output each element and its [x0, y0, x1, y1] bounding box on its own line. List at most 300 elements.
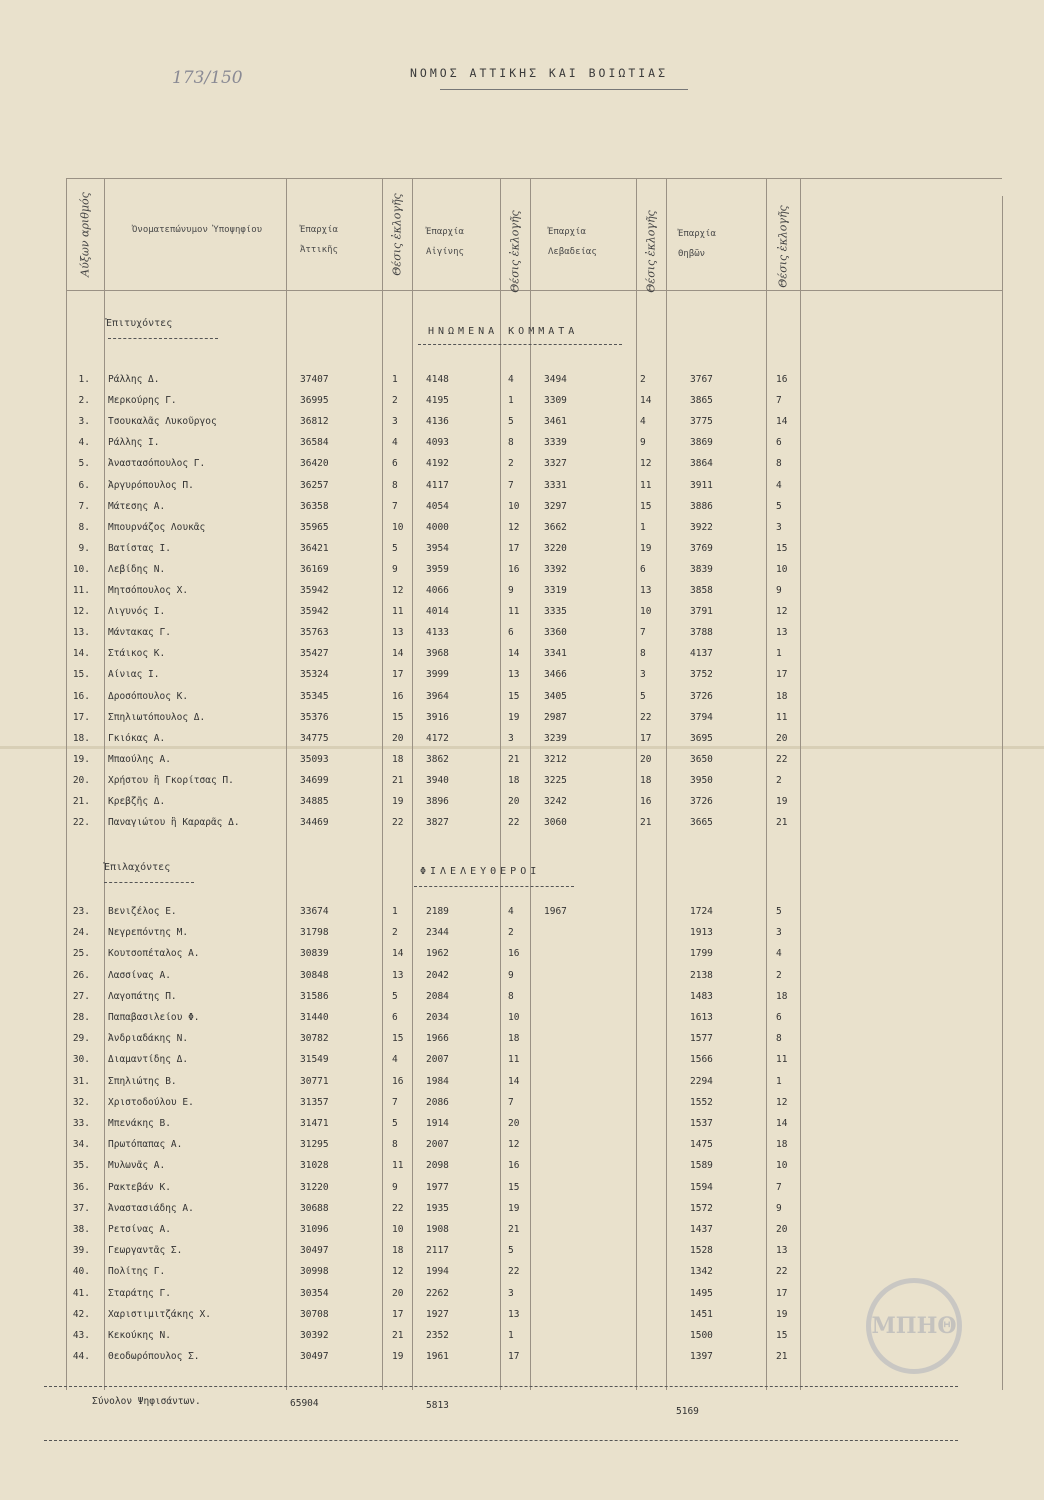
cell-rg: 4: [508, 374, 514, 385]
cell-rg: 9: [508, 969, 514, 981]
section-underline: [108, 338, 218, 339]
cell-n: 29.: [72, 1033, 90, 1045]
cell-attiki: 37407: [300, 374, 329, 385]
cell-rl: 12: [640, 458, 652, 470]
cell-levadeia: 3335: [544, 606, 567, 618]
cell-rg: 5: [508, 416, 514, 428]
cell-levadeia: 3220: [544, 542, 567, 554]
cell-rl: 8: [640, 648, 646, 660]
cell-thiva: 1495: [690, 1287, 713, 1299]
cell-rt: 1: [776, 1075, 782, 1087]
cell-rg: 8: [508, 437, 514, 449]
cell-aigina: 1977: [426, 1181, 449, 1193]
cell-thiva: 3869: [690, 437, 713, 449]
cell-name: Ἀναστασόπουλος Γ.: [108, 458, 206, 470]
cell-ra: 6: [392, 458, 398, 470]
cell-name: Μπενάκης Β.: [108, 1118, 171, 1129]
cell-rt: 13: [776, 1245, 788, 1257]
cell-aigina: 1961: [426, 1351, 449, 1363]
cell-name: Μερκούρης Γ.: [108, 395, 177, 407]
total-thiva: 5169: [676, 1406, 699, 1417]
cell-ra: 13: [392, 969, 404, 981]
cell-thiva: 3950: [690, 774, 713, 786]
cell-aigina: 2098: [426, 1160, 449, 1172]
cell-rt: 21: [776, 1351, 788, 1363]
cell-rl: 2: [640, 374, 646, 385]
cell-n: 11.: [72, 585, 90, 596]
cell-ra: 11: [392, 606, 404, 618]
cell-name: Ἀργυρόπουλος Π.: [108, 479, 194, 491]
cell-name: Λαγοπάτης Π.: [108, 990, 177, 1002]
cell-thiva: 3858: [690, 585, 713, 596]
column-divider: [800, 178, 801, 1390]
cell-attiki: 30392: [300, 1330, 329, 1341]
cell-thiva: 3922: [690, 521, 713, 533]
cell-aigina: 3896: [426, 796, 449, 807]
cell-rg: 1: [508, 1330, 514, 1341]
cell-rg: 21: [508, 1224, 520, 1235]
cell-thiva: 3865: [690, 395, 713, 407]
cell-thiva: 1552: [690, 1096, 713, 1108]
cell-rt: 9: [776, 1202, 782, 1214]
cell-attiki: 34699: [300, 774, 329, 786]
cell-aigina: 1914: [426, 1118, 449, 1129]
cell-ra: 3: [392, 416, 398, 428]
cell-rg: 19: [508, 711, 520, 723]
cell-rl: 17: [640, 732, 652, 744]
cell-aigina: 1994: [426, 1266, 449, 1278]
cell-rg: 20: [508, 796, 520, 807]
cell-ra: 5: [392, 542, 398, 554]
cell-ra: 19: [392, 796, 404, 807]
cell-n: 6.: [78, 479, 90, 491]
cell-ra: 10: [392, 1224, 404, 1235]
cell-name: Ρετσίνας Α.: [108, 1224, 171, 1235]
cell-ra: 17: [392, 1308, 404, 1320]
cell-aigina: 4014: [426, 606, 449, 618]
cell-attiki: 30839: [300, 948, 329, 960]
cell-name: Στάικος Κ.: [108, 648, 166, 660]
cell-rl: 10: [640, 606, 652, 618]
cell-aigina: 4000: [426, 521, 449, 533]
cell-ra: 5: [392, 1118, 398, 1129]
cell-attiki: 30848: [300, 969, 329, 981]
cell-n: 1.: [78, 374, 90, 385]
cell-aigina: 2084: [426, 990, 449, 1002]
cell-n: 38.: [72, 1224, 90, 1235]
archive-stamp: [866, 1278, 962, 1374]
cell-ra: 12: [392, 1266, 404, 1278]
cell-aigina: 4195: [426, 395, 449, 407]
section-elected: Ἐπιτυχόντες: [106, 318, 173, 329]
cell-attiki: 36421: [300, 542, 329, 554]
cell-name: Βενιζέλος Ε.: [108, 906, 177, 917]
cell-thiva: 3788: [690, 627, 713, 639]
cell-levadeia: 3212: [544, 753, 567, 765]
cell-n: 27.: [72, 990, 90, 1002]
cell-n: 30.: [72, 1054, 90, 1066]
cell-aigina: 4117: [426, 479, 449, 491]
cell-name: Τσουκαλᾶς Λυκοῦργος: [108, 416, 217, 428]
cell-n: 36.: [72, 1181, 90, 1193]
cell-rt: 9: [776, 585, 782, 596]
cell-thiva: 1566: [690, 1054, 713, 1066]
cell-rg: 7: [508, 479, 514, 491]
cell-ra: 7: [392, 500, 398, 512]
cell-levadeia: 2987: [544, 711, 567, 723]
cell-rl: 7: [640, 627, 646, 639]
cell-ra: 15: [392, 1033, 404, 1045]
cell-levadeia: 3461: [544, 416, 567, 428]
cell-rt: 19: [776, 1308, 788, 1320]
column-divider: [636, 178, 637, 1390]
cell-rg: 21: [508, 753, 520, 765]
cell-thiva: 3886: [690, 500, 713, 512]
header-attiki: Ἐπαρχία Ἀττικῆς: [300, 225, 338, 255]
cell-name: Ράλλης Δ.: [108, 374, 160, 385]
cell-rg: 17: [508, 1351, 520, 1363]
header-rank-levadeia: Θέσις ἐκλογῆς: [644, 210, 658, 293]
cell-ra: 22: [392, 1202, 404, 1214]
cell-attiki: 35427: [300, 648, 329, 660]
cell-thiva: 1613: [690, 1012, 713, 1023]
cell-rt: 21: [776, 817, 788, 829]
cell-name: Κεκούκης Ν.: [108, 1330, 171, 1341]
cell-rt: 4: [776, 948, 782, 960]
cell-n: 42.: [72, 1308, 90, 1320]
cell-thiva: 1577: [690, 1033, 713, 1045]
cell-thiva: 3791: [690, 606, 713, 618]
cell-attiki: 30497: [300, 1351, 329, 1363]
cell-rt: 11: [776, 711, 788, 723]
cell-aigina: 4093: [426, 437, 449, 449]
cell-attiki: 36169: [300, 563, 329, 575]
cell-ra: 22: [392, 817, 404, 829]
cell-aigina: 4133: [426, 627, 449, 639]
cell-n: 20.: [72, 774, 90, 786]
cell-attiki: 36358: [300, 500, 329, 512]
cell-name: Λασσίνας Α.: [108, 969, 171, 981]
cell-rg: 20: [508, 1118, 520, 1129]
column-divider: [1002, 196, 1003, 1390]
cell-thiva: 3794: [690, 711, 713, 723]
cell-thiva: 1451: [690, 1308, 713, 1320]
cell-aigina: 4066: [426, 585, 449, 596]
cell-ra: 8: [392, 479, 398, 491]
column-divider: [286, 178, 287, 1390]
cell-thiva: 1342: [690, 1266, 713, 1278]
cell-name: Αίνιας Ι.: [108, 669, 160, 681]
cell-thiva: 1799: [690, 948, 713, 960]
cell-rl: 16: [640, 796, 652, 807]
cell-aigina: 3954: [426, 542, 449, 554]
cell-aigina: 1966: [426, 1033, 449, 1045]
cell-aigina: 1962: [426, 948, 449, 960]
cell-thiva: 1537: [690, 1118, 713, 1129]
cell-ra: 20: [392, 1287, 404, 1299]
cell-n: 7.: [78, 500, 90, 512]
cell-aigina: 2034: [426, 1012, 449, 1023]
cell-aigina: 3862: [426, 753, 449, 765]
cell-thiva: 3864: [690, 458, 713, 470]
total-aigina: 5813: [426, 1400, 449, 1411]
cell-attiki: 31295: [300, 1139, 329, 1151]
cell-attiki: 30354: [300, 1287, 329, 1299]
cell-attiki: 30771: [300, 1075, 329, 1087]
cell-attiki: 30708: [300, 1308, 329, 1320]
cell-thiva: 1397: [690, 1351, 713, 1363]
cell-levadeia: 3494: [544, 374, 567, 385]
cell-attiki: 35376: [300, 711, 329, 723]
totals-top-rule: [44, 1386, 958, 1387]
cell-thiva: 3839: [690, 563, 713, 575]
cell-rg: 18: [508, 1033, 520, 1045]
cell-attiki: 34775: [300, 732, 329, 744]
archive-note: 173/150: [172, 68, 243, 88]
cell-n: 32.: [72, 1096, 90, 1108]
cell-rt: 10: [776, 563, 788, 575]
cell-rt: 15: [776, 1330, 788, 1341]
total-attiki: 65904: [290, 1398, 319, 1409]
cell-ra: 21: [392, 1330, 404, 1341]
cell-rg: 10: [508, 500, 520, 512]
cell-attiki: 31220: [300, 1181, 329, 1193]
cell-thiva: 3650: [690, 753, 713, 765]
cell-levadeia: 3060: [544, 817, 567, 829]
cell-thiva: 3726: [690, 690, 713, 702]
column-divider: [104, 178, 105, 1390]
cell-ra: 14: [392, 948, 404, 960]
cell-rt: 20: [776, 732, 788, 744]
cell-rg: 12: [508, 521, 520, 533]
cell-n: 8.: [78, 521, 90, 533]
cell-rt: 17: [776, 669, 788, 681]
cell-attiki: 35965: [300, 521, 329, 533]
cell-name: Δροσόπουλος Κ.: [108, 690, 189, 702]
cell-name: Βατίστας Ι.: [108, 542, 171, 554]
cell-aigina: 1935: [426, 1202, 449, 1214]
cell-rl: 1: [640, 521, 646, 533]
paper-fold: [0, 746, 1044, 749]
cell-aigina: 2007: [426, 1054, 449, 1066]
cell-rl: 9: [640, 437, 646, 449]
cell-rt: 7: [776, 395, 782, 407]
cell-n: 28.: [72, 1012, 90, 1023]
cell-n: 24.: [72, 927, 90, 939]
header-rank-attiki: Θέσις ἐκλογῆς: [390, 193, 404, 276]
cell-rg: 11: [508, 1054, 520, 1066]
cell-n: 43.: [72, 1330, 90, 1341]
cell-aigina: 3968: [426, 648, 449, 660]
section-underline: [418, 344, 622, 345]
cell-n: 22.: [72, 817, 90, 829]
cell-ra: 1: [392, 906, 398, 917]
cell-name: Λιγυνός Ι.: [108, 606, 166, 618]
section-underline: [104, 882, 194, 883]
cell-rt: 12: [776, 1096, 788, 1108]
cell-thiva: 4137: [690, 648, 713, 660]
cell-rg: 18: [508, 774, 520, 786]
cell-ra: 2: [392, 927, 398, 939]
header-rank-thiva: Θέσις ἐκλογῆς: [776, 205, 790, 288]
cell-rt: 6: [776, 1012, 782, 1023]
cell-name: Μάτεσης Α.: [108, 500, 166, 512]
cell-attiki: 35942: [300, 585, 329, 596]
cell-rt: 13: [776, 627, 788, 639]
cell-name: Μάντακας Γ.: [108, 627, 171, 639]
cell-n: 3.: [78, 416, 90, 428]
cell-name: Πολίτης Γ.: [108, 1266, 166, 1278]
cell-rl: 18: [640, 774, 652, 786]
cell-aigina: 2117: [426, 1245, 449, 1257]
cell-rt: 3: [776, 927, 782, 939]
cell-name: Διαμαντίδης Δ.: [108, 1054, 189, 1066]
cell-levadeia: 3405: [544, 690, 567, 702]
cell-ra: 7: [392, 1096, 398, 1108]
cell-rt: 18: [776, 990, 788, 1002]
cell-n: 37.: [72, 1202, 90, 1214]
cell-aigina: 2042: [426, 969, 449, 981]
cell-n: 26.: [72, 969, 90, 981]
cell-n: 23.: [72, 906, 90, 917]
cell-rt: 14: [776, 416, 788, 428]
cell-rg: 6: [508, 627, 514, 639]
cell-levadeia: 3339: [544, 437, 567, 449]
cell-rt: 7: [776, 1181, 782, 1193]
cell-rg: 22: [508, 817, 520, 829]
cell-n: 33.: [72, 1118, 90, 1129]
cell-attiki: 36584: [300, 437, 329, 449]
cell-rl: 5: [640, 690, 646, 702]
cell-aigina: 4136: [426, 416, 449, 428]
cell-rt: 3: [776, 521, 782, 533]
cell-attiki: 31549: [300, 1054, 329, 1066]
cell-ra: 4: [392, 437, 398, 449]
cell-rg: 22: [508, 1266, 520, 1278]
column-divider: [766, 178, 767, 1390]
cell-rl: 22: [640, 711, 652, 723]
cell-thiva: 3767: [690, 374, 713, 385]
cell-rl: 3: [640, 669, 646, 681]
party-elected: ΗΝΩΜΕΝΑ ΚΟΜΜΑΤΑ: [428, 326, 579, 337]
cell-levadeia: 3309: [544, 395, 567, 407]
cell-attiki: 31798: [300, 927, 329, 939]
header-levadeia: Ἐπαρχία Λεβαδείας: [548, 227, 597, 257]
cell-aigina: 3827: [426, 817, 449, 829]
column-divider: [500, 178, 501, 1390]
cell-n: 44.: [72, 1351, 90, 1363]
cell-thiva: 1475: [690, 1139, 713, 1151]
cell-rg: 4: [508, 906, 514, 917]
column-divider: [382, 178, 383, 1390]
cell-levadeia: 3466: [544, 669, 567, 681]
cell-name: Μητσόπουλος Χ.: [108, 585, 189, 596]
cell-name: Χριστοδούλου Ε.: [108, 1096, 194, 1108]
cell-name: Νεγρεπόντης Μ.: [108, 927, 189, 939]
cell-rt: 11: [776, 1054, 788, 1066]
cell-levadeia: 3225: [544, 774, 567, 786]
cell-name: Μπουρνάζος Λουκᾶς: [108, 521, 206, 533]
cell-ra: 1: [392, 374, 398, 385]
cell-rl: 19: [640, 542, 652, 554]
cell-n: 10.: [72, 563, 90, 575]
cell-name: Ράλλης Ι.: [108, 437, 160, 449]
cell-thiva: 3775: [690, 416, 713, 428]
cell-thiva: 2138: [690, 969, 713, 981]
cell-levadeia: 3341: [544, 648, 567, 660]
cell-thiva: 3665: [690, 817, 713, 829]
cell-ra: 10: [392, 521, 404, 533]
cell-rg: 15: [508, 690, 520, 702]
cell-rg: 7: [508, 1096, 514, 1108]
cell-aigina: 2262: [426, 1287, 449, 1299]
cell-ra: 18: [392, 753, 404, 765]
cell-name: Θεοδωρόπουλος Σ.: [108, 1351, 200, 1363]
cell-rt: 10: [776, 1160, 788, 1172]
cell-thiva: 1528: [690, 1245, 713, 1257]
cell-aigina: 2352: [426, 1330, 449, 1341]
cell-rt: 18: [776, 690, 788, 702]
cell-rl: 6: [640, 563, 646, 575]
cell-n: 14.: [72, 648, 90, 660]
cell-attiki: 33674: [300, 906, 329, 917]
cell-attiki: 35324: [300, 669, 329, 681]
cell-n: 19.: [72, 753, 90, 765]
cell-ra: 15: [392, 711, 404, 723]
cell-rl: 4: [640, 416, 646, 428]
cell-thiva: 3769: [690, 542, 713, 554]
cell-thiva: 1913: [690, 927, 713, 939]
cell-levadeia: 3331: [544, 479, 567, 491]
cell-name: Ρακτεβάν Κ.: [108, 1181, 171, 1193]
cell-attiki: 36812: [300, 416, 329, 428]
cell-attiki: 31357: [300, 1096, 329, 1108]
cell-levadeia: 1967: [544, 906, 567, 917]
cell-rg: 14: [508, 648, 520, 660]
cell-name: Γεωργαντᾶς Σ.: [108, 1245, 183, 1257]
cell-name: Πρωτόπαπας Α.: [108, 1139, 183, 1151]
cell-levadeia: 3242: [544, 796, 567, 807]
cell-rl: 15: [640, 500, 652, 512]
cell-rg: 11: [508, 606, 520, 618]
cell-n: 4.: [78, 437, 90, 449]
header-name: Ὀνοματεπώνυμον Ὑποψηφίου: [132, 225, 263, 235]
cell-n: 39.: [72, 1245, 90, 1257]
cell-name: Κουτσοπέταλος Α.: [108, 948, 200, 960]
cell-levadeia: 3297: [544, 500, 567, 512]
cell-rt: 4: [776, 479, 782, 491]
cell-n: 16.: [72, 690, 90, 702]
cell-aigina: 3916: [426, 711, 449, 723]
cell-rt: 22: [776, 1266, 788, 1278]
cell-aigina: 1984: [426, 1075, 449, 1087]
cell-ra: 9: [392, 563, 398, 575]
stamp-text: ΜΠΗΘ: [871, 1313, 957, 1339]
cell-levadeia: 3662: [544, 521, 567, 533]
cell-rl: 11: [640, 479, 652, 491]
table-top-border: [66, 178, 1002, 179]
cell-rt: 1: [776, 648, 782, 660]
cell-n: 18.: [72, 732, 90, 744]
cell-name: Σταράτης Γ.: [108, 1287, 171, 1299]
cell-rt: 5: [776, 500, 782, 512]
cell-thiva: 3752: [690, 669, 713, 681]
header-order: Αύξων αριθμός: [78, 192, 92, 277]
cell-rg: 8: [508, 990, 514, 1002]
cell-ra: 8: [392, 1139, 398, 1151]
cell-attiki: 36420: [300, 458, 329, 470]
cell-aigina: 4054: [426, 500, 449, 512]
